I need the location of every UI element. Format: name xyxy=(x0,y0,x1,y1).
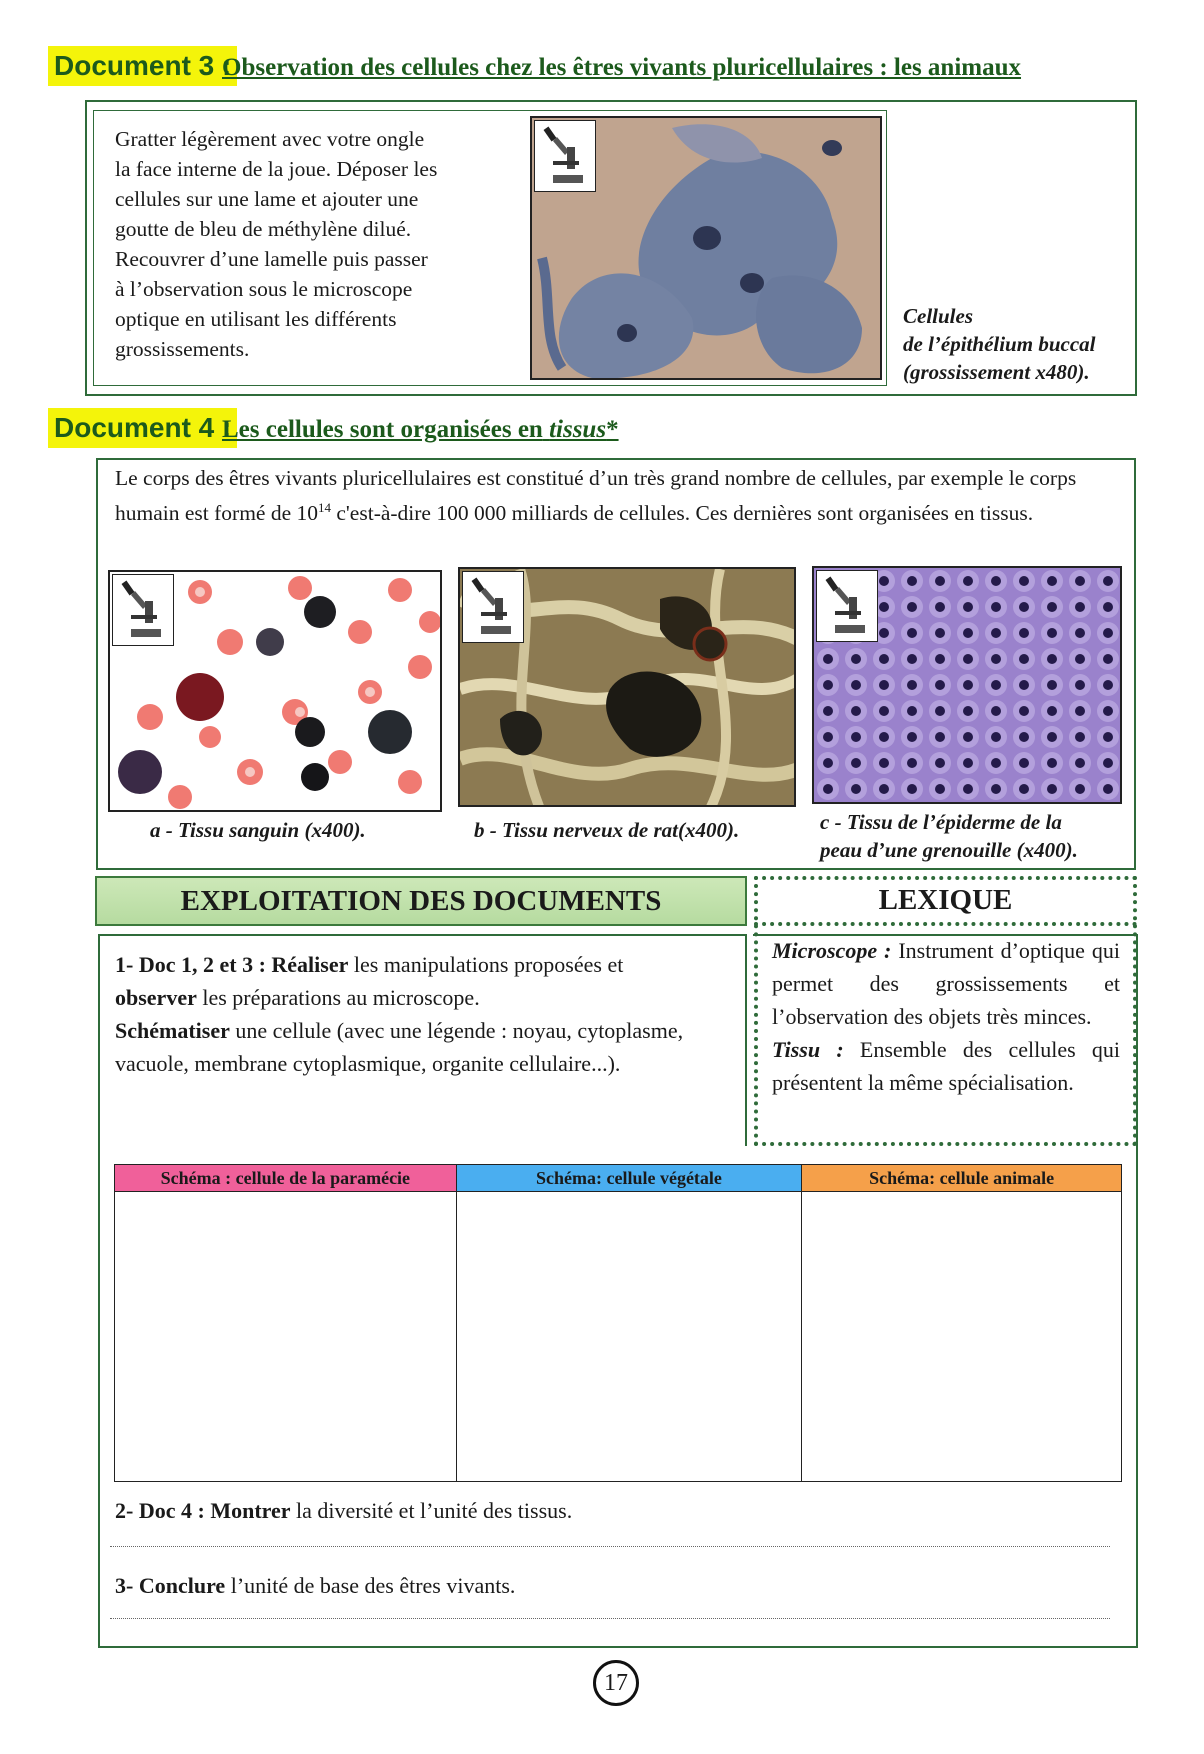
schema-header-paramecie: Schéma : cellule de la paramécie xyxy=(115,1165,457,1192)
schema-header-animale: Schéma: cellule animale xyxy=(802,1165,1122,1192)
lexique-definition: Instrument d’optique qui permet des grossissements et l’observation des objets très minces. xyxy=(772,938,1120,1029)
instruction-line: cellules sur une lame et ajouter une xyxy=(115,187,419,211)
document-3-label: Document 3 : xyxy=(48,46,237,86)
caption-line: c - Tissu de l’épiderme de la xyxy=(820,810,1062,834)
frame-gap xyxy=(747,934,753,1146)
question-3-text: l’unité de base des êtres vivants. xyxy=(225,1573,516,1598)
instruction-line: Recouvrer d’une lamelle puis passer xyxy=(115,247,428,271)
question-2-text: la diversité et l’unité des tissus. xyxy=(290,1498,573,1523)
schema-drawing-area-paramecie[interactable] xyxy=(115,1192,457,1482)
question-1-text: vacuole, membrane cytoplasmique, organite cellulaire...). xyxy=(115,1051,621,1076)
caption-line: Cellules xyxy=(903,304,974,328)
instruction-line: optique en utilisant les différents xyxy=(115,307,397,331)
exponent: 14 xyxy=(318,500,332,515)
caption-line: peau d’une grenouille (x400). xyxy=(820,838,1078,862)
document-3-title: Observation des cellules chez les êtres vivants pluricellulaires : les animaux xyxy=(222,54,1022,81)
instruction-line: Gratter légèrement avec votre ongle xyxy=(115,127,425,151)
document-4-text-part: Le corps des êtres vivants pluricellulaires est constitué d’un très grand nombre de cellules, par exemple le corps humain est formé de 10 xyxy=(115,466,1077,526)
caption-line: (grossissement x480). xyxy=(903,360,1090,384)
microscope-icon xyxy=(534,120,596,192)
instruction-line: la face interne de la joue. Déposer les xyxy=(115,157,438,181)
document-4-title-star: * xyxy=(606,416,619,443)
blood-tissue-caption: a - Tissu sanguin (x400). xyxy=(150,818,366,842)
document-4-title-text: Les cellules sont organisées en xyxy=(222,416,543,443)
schema-header-vegetale: Schéma: cellule végétale xyxy=(456,1165,802,1192)
question-1-verb: observer xyxy=(115,985,197,1010)
question-1-text: une cellule (avec une légende : noyau, cytoplasme, xyxy=(229,1018,684,1043)
question-1-text: les préparations au microscope. xyxy=(196,985,480,1010)
document-4-text-part: c'est-à-dire 100 000 milliards de cellules. Ces dernières sont organisées en tissus. xyxy=(331,501,1034,526)
answer-line-3[interactable] xyxy=(110,1618,1110,1619)
microscope-icon xyxy=(462,571,524,643)
question-3-verb: Conclure xyxy=(138,1573,226,1598)
schema-table xyxy=(114,1164,1122,1482)
caption-line: de l’épithélium buccal xyxy=(903,332,1096,356)
nerve-tissue-micrograph xyxy=(458,567,796,807)
question-2-ref: 2- Doc 4 : xyxy=(115,1498,205,1523)
epidermis-tissue-micrograph xyxy=(812,566,1122,804)
cheek-cells-micrograph xyxy=(530,116,882,380)
blood-tissue-micrograph xyxy=(108,570,442,812)
schema-drawing-area-vegetale[interactable] xyxy=(456,1192,802,1482)
question-1-verb: Réaliser xyxy=(271,952,349,977)
frame-divider xyxy=(745,934,747,1146)
document-4-title-italic: tissus xyxy=(549,416,607,443)
page-number: 17 xyxy=(593,1660,639,1706)
document-4-title xyxy=(222,410,619,450)
lexique-term: Tissu : xyxy=(772,1037,844,1062)
question-1-ref: 1- Doc 1, 2 et 3 : xyxy=(115,952,266,977)
cheek-cells-caption xyxy=(903,302,1143,386)
question-2 xyxy=(115,1494,572,1527)
document-4-text xyxy=(115,463,1115,528)
question-1-text: les manipulations proposées et xyxy=(348,952,624,977)
schema-drawing-area-animale[interactable] xyxy=(802,1192,1122,1482)
instruction-line: à l’observation sous le microscope xyxy=(115,277,413,301)
question-1 xyxy=(115,948,739,1080)
instruction-line: goutte de bleu de méthylène dilué. xyxy=(115,217,412,241)
answer-line-2[interactable] xyxy=(110,1546,1110,1547)
question-1-verb: Schématiser xyxy=(115,1018,230,1043)
lexique-definition: Ensemble des cellules qui présentent la même spécialisation. xyxy=(772,1037,1121,1095)
epidermis-tissue-caption xyxy=(820,808,1130,864)
lexique-title: LEXIQUE xyxy=(754,876,1137,926)
question-3 xyxy=(115,1569,515,1602)
question-2-verb: Montrer xyxy=(210,1498,291,1523)
document-4-label: Document 4 : xyxy=(48,408,237,448)
nerve-tissue-caption: b - Tissu nerveux de rat(x400). xyxy=(474,818,740,842)
exploitation-banner: EXPLOITATION DES DOCUMENTS xyxy=(95,876,747,926)
instruction-line: grossissements. xyxy=(115,337,250,361)
microscope-icon xyxy=(816,570,878,642)
question-3-ref: 3- xyxy=(115,1573,139,1598)
lexique-term: Microscope : xyxy=(772,938,892,963)
document-3-instructions xyxy=(115,124,489,364)
microscope-icon xyxy=(112,574,174,646)
